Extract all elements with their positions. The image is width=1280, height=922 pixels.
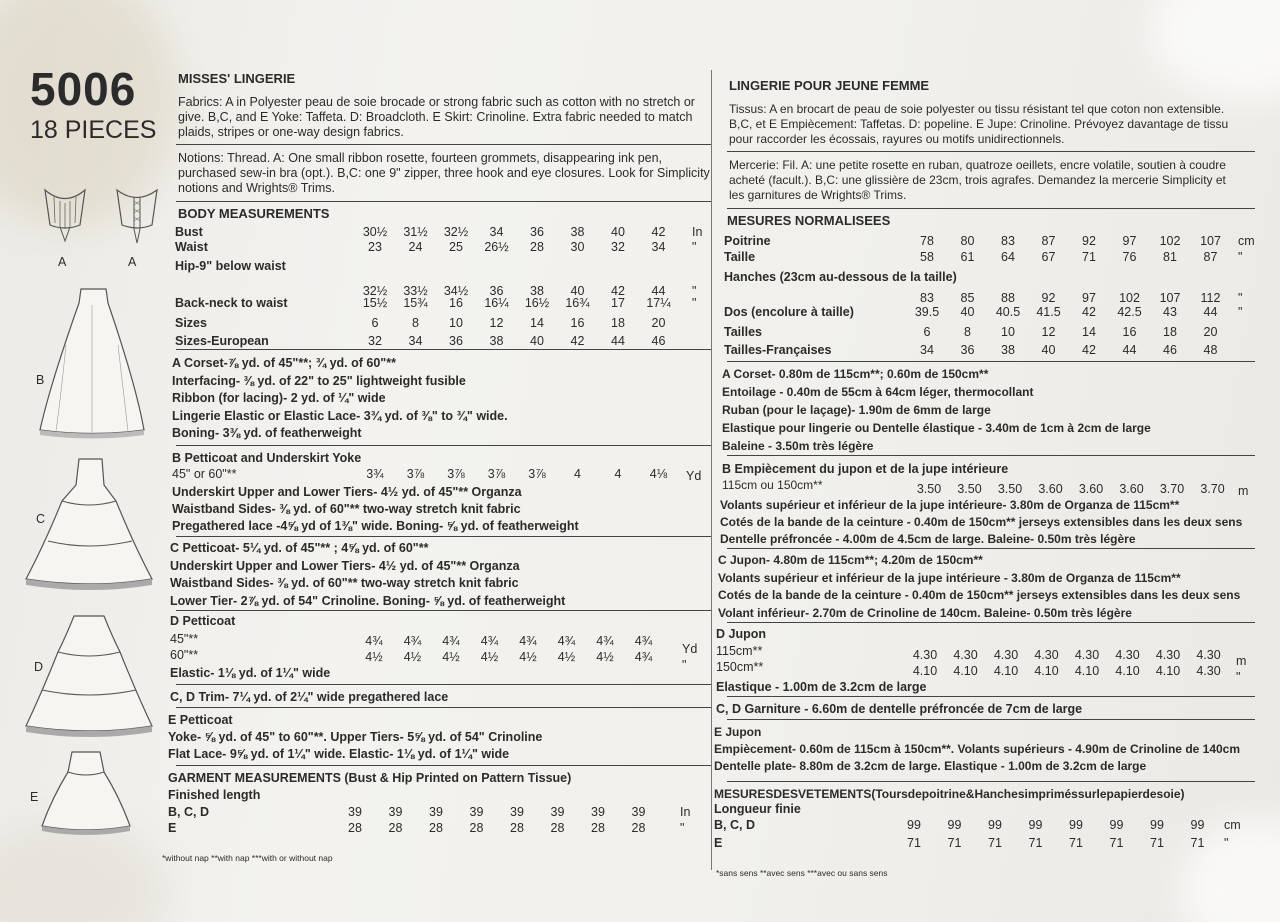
finished-length: Finished length: [168, 788, 261, 802]
table-cell: 32½: [362, 284, 388, 298]
table-cell: 99: [1109, 818, 1124, 832]
table-cell: 4½: [480, 650, 499, 664]
row-label: Tailles: [724, 325, 762, 339]
table-cell: 4: [574, 467, 581, 481]
table-cell: 28: [550, 821, 565, 835]
c-line: C Jupon- 4.80m de 115cm**; 4.20m de 150cm**: [718, 553, 983, 567]
corset-front-sketch: [40, 185, 90, 247]
table-cell: 3.60: [1038, 482, 1063, 496]
notions-line: notions and Wrights® Trims.: [178, 181, 335, 195]
table-cell: 24: [408, 240, 423, 254]
b-line: Dentelle préfroncée - 4.00m de 4.5cm de large. Baleine- 0.50m très légère: [720, 532, 1136, 546]
table-cell: 71: [1028, 836, 1043, 850]
table-cell: 36: [530, 225, 544, 239]
table-cell: 71: [1082, 250, 1096, 264]
table-cell: 71: [1190, 836, 1205, 850]
table-cell: 3¾: [366, 467, 384, 481]
cd-trim: C, D Trim- 7¼ yd. of 2¼" wide pregathered lace: [170, 690, 449, 704]
c-line: Waistband Sides- ⅜ yd. of 60"** two-way stretch knit fabric: [170, 576, 519, 590]
table-cell: 18: [611, 316, 625, 330]
table-cell: 99: [1150, 818, 1164, 832]
table-cell: 83: [1001, 234, 1015, 248]
table-cell: 92: [1041, 291, 1056, 305]
b-line: Pregathered lace -4⅝ yd of 1⅜" wide. Boning- ⅝ yd. of featherweight: [172, 519, 579, 533]
table-cell: 4¾: [442, 634, 460, 648]
table-cell: 6: [371, 316, 379, 330]
table-cell: 12: [489, 316, 504, 330]
row-label: Hip-9" below waist: [175, 259, 286, 273]
table-cell: 87: [1041, 234, 1056, 248]
unit-cell: ": [682, 658, 687, 672]
table-cell: 64: [1001, 250, 1015, 264]
table-cell: 4¾: [634, 650, 653, 664]
unit-cell: m: [1238, 484, 1249, 498]
table-cell: 4¾: [480, 634, 499, 648]
unit-cell: ": [680, 821, 685, 835]
table-cell: 40: [960, 305, 975, 319]
table-cell: 6: [923, 325, 931, 339]
table-cell: 102: [1119, 291, 1140, 305]
footnote-fr: *sans sens **avec sens ***avec ou sans sens: [716, 868, 888, 878]
table-cell: 28: [631, 821, 646, 835]
table-cell: 40: [570, 284, 585, 298]
table-cell: 4.10: [1074, 664, 1100, 678]
table-cell: 17: [611, 296, 625, 310]
row-label: 45" or 60"**: [172, 467, 237, 481]
unit-cell: ": [692, 296, 697, 310]
a-line: Interfacing- ⅜ yd. of 22" to 25" lightweight fusible: [172, 373, 466, 388]
table-cell: 67: [1041, 250, 1056, 264]
table-cell: 10: [1001, 325, 1015, 339]
e-line: Yoke- ⅝ yd. of 45" to 60"**. Upper Tiers- 5⅝ yd. of 54" Crinoline: [168, 730, 543, 744]
table-cell: 39: [429, 805, 443, 819]
table-cell: 4½: [519, 650, 537, 664]
unit-cell: In: [680, 805, 691, 819]
table-cell: 28: [591, 821, 605, 835]
table-cell: 20: [651, 316, 666, 330]
table-cell: 16: [1122, 325, 1137, 339]
table-cell: 31½: [403, 225, 428, 239]
table-cell: 3⅞: [487, 467, 506, 481]
table-cell: 76: [1122, 250, 1137, 264]
footnote: *without nap **with nap ***with or without nap: [162, 853, 333, 863]
row-label: 150cm**: [716, 660, 764, 674]
table-cell: 28: [429, 821, 443, 835]
table-cell: 42: [651, 225, 666, 239]
tissus-line: Tissus: A en brocart de peau de soie polyester ou tissu résistant tel que coton non extensible.: [729, 102, 1225, 116]
table-cell: 14: [530, 316, 544, 330]
c-line: C Petticoat- 5¼ yd. of 45"** ; 4⅝ yd. of 60"**: [170, 541, 429, 555]
table-cell: 32½: [443, 225, 469, 239]
table-cell: 16: [449, 296, 463, 310]
table-cell: 61: [960, 250, 975, 264]
table-cell: 8: [412, 316, 419, 330]
petticoat-e-sketch: [38, 748, 134, 838]
fabrics-line: Fabrics: A in Polyester peau de soie brocade or strong fabric such as cotton with no stretch or: [178, 95, 695, 109]
table-cell: 23: [368, 240, 382, 254]
unit-cell: ": [1238, 291, 1243, 305]
a-line: Lingerie Elastic or Elastic Lace- 3¾ yd. of ⅜" to ¾" wide.: [172, 408, 508, 423]
table-cell: 97: [1122, 234, 1137, 248]
table-cell: 3.60: [1078, 482, 1104, 496]
table-cell: 3⅞: [406, 467, 425, 481]
table-cell: 99: [907, 818, 921, 832]
unit-cell: Yd: [682, 642, 698, 656]
table-cell: 3.70: [1159, 482, 1185, 496]
table-cell: 36: [960, 343, 975, 357]
b-title: B Empiècement du jupon et de la jupe intérieure: [722, 462, 1009, 476]
mercerie-line: Mercerie: Fil. A: une petite rosette en ruban, quatroze oeillets, encre volatile, soutien à coudre: [729, 158, 1226, 172]
table-cell: 4¾: [365, 634, 383, 648]
table-cell: 3.50: [957, 482, 982, 496]
table-cell: 4½: [596, 650, 614, 664]
table-cell: 44: [611, 334, 625, 348]
table-cell: 88: [1001, 291, 1015, 305]
table-cell: 15½: [362, 296, 388, 310]
piece-count: 18 PIECES: [30, 116, 157, 144]
table-cell: 14: [1082, 325, 1096, 339]
pattern-number: 5006: [30, 63, 137, 115]
table-cell: 32: [368, 334, 382, 348]
e-line: E Jupon: [714, 725, 762, 739]
view-label-a-back: A: [128, 255, 137, 269]
table-cell: 99: [988, 818, 1002, 832]
table-cell: 83: [920, 291, 934, 305]
unit-cell: ": [1238, 250, 1243, 264]
unit-cell: ": [1224, 836, 1229, 850]
table-cell: 92: [1082, 234, 1096, 248]
mesures-vetements-title: MESURESDESVETEMENTS(Toursdepoitrine&Hanchesimpriméssurlepapierdesoie): [714, 787, 1185, 801]
table-cell: 44: [1203, 305, 1218, 319]
table-cell: 4.30: [993, 648, 1019, 662]
fabrics-line: give. B,C, and E Yoke: Taffeta. D: Broadcloth. E Skirt: Crinoline. Extra fabric needed to match: [178, 110, 693, 124]
d-elastic: Elastic- 1⅛ yd. of 1¼" wide: [170, 666, 331, 680]
mercerie-line: les garnitures de Wrights® Trims.: [729, 188, 907, 202]
table-cell: 39: [388, 805, 403, 819]
table-cell: 30: [570, 240, 585, 254]
row-label: Dos (encolure à taille): [724, 305, 854, 319]
table-cell: 42: [611, 284, 625, 298]
table-cell: 32: [611, 240, 625, 254]
table-cell: 39: [469, 805, 484, 819]
row-label: Waist: [175, 240, 208, 254]
view-label-a-front: A: [58, 255, 67, 269]
table-cell: 99: [1028, 818, 1043, 832]
table-cell: 78: [920, 234, 934, 248]
row-label: B, C, D: [168, 805, 209, 819]
table-cell: 17¼: [646, 296, 671, 310]
table-cell: 3⅞: [528, 467, 546, 481]
table-cell: 34: [489, 225, 504, 239]
row-label: Poitrine: [724, 234, 771, 248]
table-cell: 3.50: [997, 482, 1023, 496]
table-cell: 28: [530, 240, 544, 254]
table-cell: 4.30: [1196, 664, 1221, 678]
mesures-title: MESURES NORMALISEES: [727, 213, 891, 228]
a-line: A Corset-⅞ yd. of 45"**; ¾ yd. of 60"**: [172, 356, 396, 370]
cd-garniture: C, D Garniture - 6.60m de dentelle préfroncée de 7cm de large: [716, 702, 1083, 716]
unit-cell: m: [1236, 654, 1247, 668]
table-cell: 28: [469, 821, 484, 835]
table-cell: 39: [550, 805, 565, 819]
table-cell: 99: [1190, 818, 1205, 832]
table-cell: 38: [489, 334, 504, 348]
table-cell: 39.5: [914, 305, 940, 319]
table-cell: 44: [1122, 343, 1137, 357]
table-cell: 71: [1109, 836, 1124, 850]
c-line: Underskirt Upper and Lower Tiers- 4½ yd. of 45"** Organza: [170, 558, 520, 573]
table-cell: 36: [489, 284, 504, 298]
table-cell: 20: [1203, 325, 1218, 339]
table-cell: 40: [611, 225, 625, 239]
table-cell: 4.30: [1155, 648, 1181, 662]
row-label: Bust: [175, 225, 203, 239]
table-cell: 16½: [524, 296, 550, 310]
table-cell: 28: [348, 821, 362, 835]
table-cell: 42.5: [1117, 305, 1142, 319]
table-cell: 34: [920, 343, 934, 357]
notions-line: purchased sew-in bra (opt.). B,C: one 9" zipper, three hook and eye closures. Look for Simplicity: [178, 166, 710, 180]
table-cell: 25: [449, 240, 463, 254]
table-cell: 4.30: [1115, 648, 1140, 662]
c-line: Lower Tier- 2⅞ yd. of 54" Crinoline. Boning- ⅝ yd. of featherweight: [170, 593, 566, 608]
tissus-line: B,C, et E Empiècement: Taffetas. D: popeline. E Jupe: Crinoline. Prévoyez davantage de tissu: [729, 117, 1229, 131]
table-cell: 112: [1200, 291, 1221, 305]
table-cell: 3.60: [1119, 482, 1144, 496]
a-line: Entoilage - 0.40m de 55cm à 64cm léger, thermocollant: [722, 385, 1034, 399]
table-cell: 4.10: [1034, 664, 1059, 678]
a-line: Ruban (pour le laçage)- 1.90m de 6mm de large: [722, 403, 991, 417]
table-cell: 28: [388, 821, 403, 835]
table-cell: 4.30: [953, 648, 978, 662]
table-cell: 71: [947, 836, 962, 850]
a-line: Baleine - 3.50m très légère: [722, 439, 874, 453]
table-cell: 3.50: [916, 482, 942, 496]
table-cell: 4.10: [1115, 664, 1140, 678]
table-cell: 41.5: [1036, 305, 1061, 319]
row-label: 45"**: [170, 632, 199, 646]
table-cell: 4½: [557, 650, 576, 664]
table-cell: 43: [1163, 305, 1177, 319]
unit-cell: cm: [1238, 234, 1255, 248]
table-cell: 4.30: [1034, 648, 1059, 662]
a-line: A Corset- 0.80m de 115cm**; 0.60m de 150cm**: [722, 367, 989, 381]
unit-cell: ": [1238, 305, 1243, 319]
row-label: B, C, D: [714, 818, 755, 832]
table-cell: 10: [449, 316, 463, 330]
table-cell: 38: [570, 225, 585, 239]
table-cell: 4¾: [403, 634, 422, 648]
body-measurements-title: BODY MEASUREMENTS: [178, 206, 330, 221]
skirt-b-sketch: [36, 285, 148, 440]
c-line: Volant inférieur- 2.70m de Crinoline de 140cm. Baleine- 0.50m très légère: [718, 605, 1132, 620]
table-cell: 80: [960, 234, 975, 248]
table-cell: 4½: [442, 650, 460, 664]
table-cell: 48: [1203, 343, 1218, 357]
table-cell: 58: [920, 250, 934, 264]
a-line: Ribbon (for lacing)- 2 yd. of ¼" wide: [172, 391, 386, 405]
table-cell: 46: [1163, 343, 1177, 357]
table-cell: 4: [614, 467, 622, 481]
table-cell: 4.10: [953, 664, 978, 678]
table-cell: 87: [1203, 250, 1218, 264]
french-heading: LINGERIE POUR JEUNE FEMME: [729, 78, 930, 93]
b-title: B Petticoat and Underskirt Yoke: [172, 451, 362, 465]
table-cell: 44: [651, 284, 666, 298]
table-cell: 107: [1159, 291, 1181, 305]
table-cell: 16: [570, 316, 585, 330]
table-cell: 4½: [403, 650, 422, 664]
table-cell: 33½: [403, 284, 428, 298]
d-elastic: Elastique - 1.00m de 3.2cm de large: [716, 680, 927, 694]
table-cell: 99: [947, 818, 962, 832]
fabrics-line: plaids, stripes or one-way design fabrics.: [178, 125, 404, 139]
c-line: Volants supérieur et inférieur de la jupe intérieure - 3.80m de Organza de 115cm**: [718, 570, 1181, 585]
row-label: E: [714, 836, 723, 850]
table-cell: 34: [408, 334, 423, 348]
table-cell: 40: [530, 334, 544, 348]
table-cell: 4¾: [519, 634, 537, 648]
table-cell: 40: [1041, 343, 1056, 357]
row-label: Tailles-Françaises: [724, 343, 832, 357]
row-label: 115cm**: [716, 644, 763, 658]
table-cell: 3⅞: [447, 467, 465, 481]
table-cell: 107: [1200, 234, 1221, 248]
e-line: Dentelle plate- 8.80m de 3.2cm de large. Elastique - 1.00m de 3.2cm de large: [714, 759, 1147, 773]
table-cell: 4⅛: [649, 467, 668, 481]
petticoat-d-sketch: [22, 612, 156, 737]
table-cell: 71: [907, 836, 921, 850]
b-line: Cotés de la bande de la ceinture - 0.40m de 150cm** jerseys extensibles dans les deux sens: [720, 515, 1243, 529]
table-cell: 38: [530, 284, 544, 298]
row-label: Back-neck to waist: [175, 296, 288, 310]
d-title: D Petticoat: [170, 614, 236, 628]
table-cell: 71: [988, 836, 1002, 850]
table-cell: 34½: [443, 284, 469, 298]
table-cell: 12: [1041, 325, 1056, 339]
corset-back-sketch: [112, 185, 162, 247]
row-label: Taille: [724, 250, 756, 264]
table-cell: 15¾: [403, 296, 428, 310]
table-cell: 16¾: [565, 296, 590, 310]
b-line: Waistband Sides- ⅜ yd. of 60"** two-way stretch knit fabric: [172, 502, 521, 516]
table-cell: 28: [510, 821, 524, 835]
table-cell: 81: [1163, 250, 1177, 264]
b-line: Underskirt Upper and Lower Tiers- 4½ yd. of 45"** Organza: [172, 485, 522, 499]
table-cell: 39: [348, 805, 362, 819]
table-cell: 39: [510, 805, 524, 819]
unit-cell: Yd: [686, 469, 702, 483]
table-cell: 46: [651, 334, 666, 348]
mercerie-line: acheté (facult.). B,C: une glissière de 23cm, trois agrafes. Demandez la mercerie Simplicity et: [729, 173, 1226, 187]
row-label: Hanches (23cm au-dessous de la taille): [724, 270, 957, 284]
table-cell: 4.10: [993, 664, 1019, 678]
unit-cell: In: [692, 225, 703, 239]
view-label-c: C: [36, 512, 46, 526]
table-cell: 30½: [362, 225, 388, 239]
table-cell: 4.30: [912, 648, 938, 662]
table-cell: 42: [1082, 343, 1096, 357]
unit-cell: ": [1236, 670, 1241, 684]
table-cell: 16¼: [484, 296, 509, 310]
english-heading: MISSES' LINGERIE: [178, 71, 296, 86]
garment-title: GARMENT MEASUREMENTS (Bust & Hip Printed on Pattern Tissue): [168, 771, 572, 785]
e-line: Empiècement- 0.60m de 115cm à 150cm**. Volants supérieurs - 4.90m de Crinoline de 140cm: [714, 742, 1241, 756]
unit-cell: ": [692, 284, 697, 298]
row-label: 60"**: [170, 648, 199, 662]
a-line: Boning- 3⅜ yd. of featherweight: [172, 426, 362, 440]
table-cell: 34: [651, 240, 666, 254]
table-cell: 18: [1163, 325, 1177, 339]
table-cell: 102: [1159, 234, 1181, 248]
table-cell: 71: [1150, 836, 1164, 850]
table-cell: 42: [570, 334, 585, 348]
table-cell: 4.30: [1074, 648, 1100, 662]
unit-cell: cm: [1224, 818, 1241, 832]
table-cell: 36: [449, 334, 463, 348]
table-cell: 71: [1069, 836, 1083, 850]
row-label: 115cm ou 150cm**: [722, 478, 823, 492]
table-cell: 39: [631, 805, 646, 819]
e-line: Flat Lace- 9⅝ yd. of 1¼" wide. Elastic- 1⅛ yd. of 1¼" wide: [168, 747, 510, 761]
view-label-b: B: [36, 373, 45, 387]
unit-cell: ": [692, 240, 697, 254]
table-cell: 99: [1069, 818, 1083, 832]
table-cell: 4½: [365, 650, 383, 664]
longueur-finie: Longueur finie: [714, 802, 801, 816]
table-cell: 4.10: [912, 664, 938, 678]
c-line: Cotés de la bande de la ceinture - 0.40m de 150cm** jerseys extensibles dans les deux sens: [718, 588, 1241, 602]
table-cell: 4¾: [557, 634, 576, 648]
table-cell: 4¾: [596, 634, 614, 648]
e-line: E Petticoat: [168, 713, 233, 727]
table-cell: 4¾: [634, 634, 653, 648]
table-cell: 26½: [484, 240, 509, 254]
view-label-d: D: [34, 660, 44, 674]
table-cell: 42: [1082, 305, 1096, 319]
table-cell: 39: [591, 805, 605, 819]
table-cell: 8: [964, 325, 971, 339]
table-cell: 38: [1001, 343, 1015, 357]
table-cell: 40.5: [995, 305, 1021, 319]
table-cell: 4.30: [1196, 648, 1221, 662]
row-label: Sizes: [175, 316, 207, 330]
view-label-e: E: [30, 790, 39, 804]
table-cell: 97: [1082, 291, 1096, 305]
a-line: Elastique pour lingerie ou Dentelle élastique - 3.40m de 1cm à 2cm de large: [722, 421, 1151, 435]
row-label: E: [168, 821, 177, 835]
notions-line: Notions: Thread. A: One small ribbon rosette, fourteen grommets, disappearing ink pen,: [178, 151, 663, 165]
table-cell: 85: [960, 291, 975, 305]
d-title: D Jupon: [716, 627, 766, 641]
table-cell: 4.10: [1155, 664, 1181, 678]
b-line: Volants supérieur et inférieur de la jupe intérieure- 3.80m de Organza de 115cm**: [720, 498, 1180, 512]
table-cell: 3.70: [1200, 482, 1225, 496]
row-label: Sizes-European: [175, 334, 269, 348]
tissus-line: pour raccorder les écossais, rayures ou motifs unidirectionnels.: [729, 132, 1065, 146]
